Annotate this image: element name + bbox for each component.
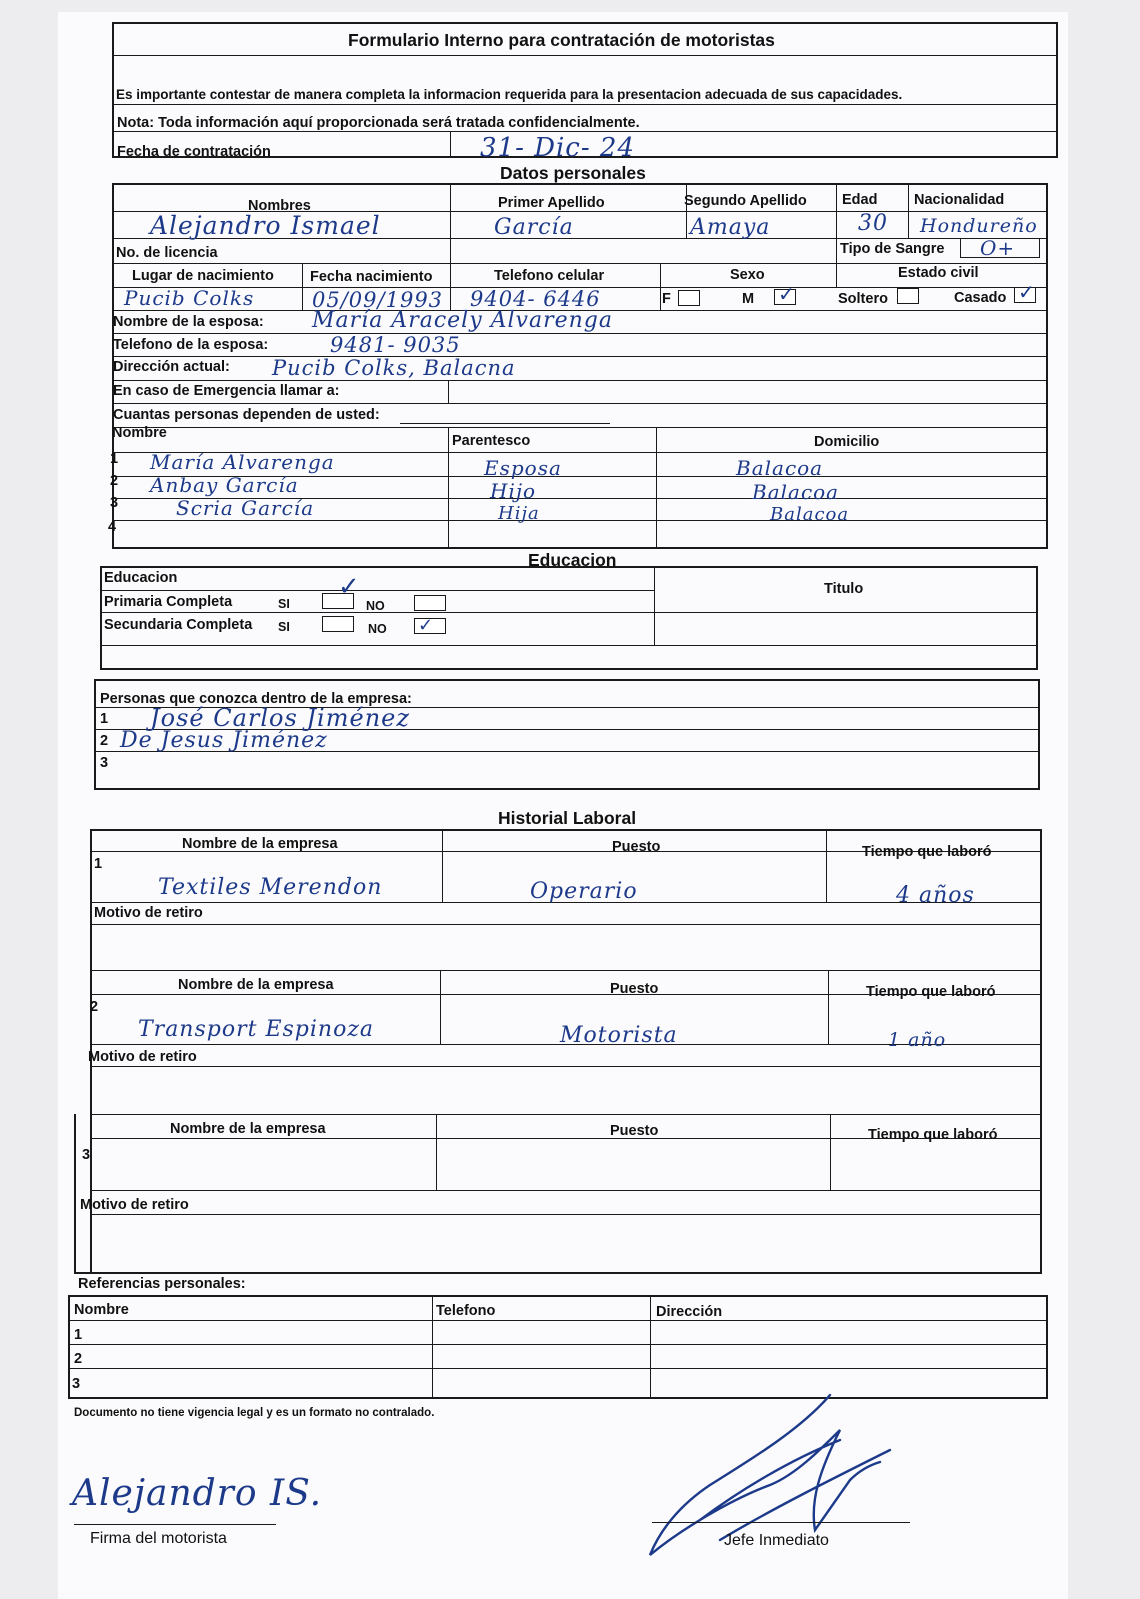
job-tiempo: 1 año xyxy=(888,1029,947,1051)
value-lugar-nacimiento: Pucib Colks xyxy=(124,286,255,310)
job-header-tiempo: Tiempo que laboró xyxy=(866,984,996,1000)
ref-header-nombre: Nombre xyxy=(74,1302,129,1318)
primaria-no-checkbox[interactable] xyxy=(414,595,446,611)
dep-header-parentesco: Parentesco xyxy=(452,433,531,449)
value-nombres: Alejandro Ismael xyxy=(150,211,381,240)
tel-esposa-label: Telefono de la esposa: xyxy=(113,337,269,353)
acq-row-number: 3 xyxy=(100,755,109,771)
sexo-m-check-mark: ✓ xyxy=(778,282,795,306)
motorista-signature-label: Firma del motorista xyxy=(90,1530,227,1547)
education-label: Educacion xyxy=(104,570,178,586)
value-nacionalidad: Hondureño xyxy=(920,215,1038,237)
job-row-number: 2 xyxy=(90,999,99,1015)
dep-nombre: Scria García xyxy=(176,496,315,520)
esposa-label: Nombre de la esposa: xyxy=(113,314,264,330)
primaria-si-label: SI xyxy=(278,597,290,611)
secundaria-label: Secundaria Completa xyxy=(104,617,253,633)
job-header-empresa: Nombre de la empresa xyxy=(170,1121,326,1137)
header-telefono-celular: Telefono celular xyxy=(494,268,605,284)
header-lugar-nacimiento: Lugar de nacimiento xyxy=(132,268,274,284)
dep-row-number: 3 xyxy=(110,495,119,511)
acq-value: De Jesus Jiménez xyxy=(120,728,328,753)
job-header-tiempo: Tiempo que laboró xyxy=(862,844,992,860)
soltero-label: Soltero xyxy=(838,291,888,307)
acq-value: José Carlos Jiménez xyxy=(150,704,410,732)
sexo-f-label: F xyxy=(662,291,671,307)
secundaria-si-checkbox[interactable] xyxy=(322,616,354,632)
ref-row-number: 2 xyxy=(74,1351,83,1367)
header-fecha-nacimiento: Fecha nacimiento xyxy=(310,269,433,285)
dep-nombre: Anbay García xyxy=(150,473,299,497)
secundaria-no-check-mark: ✓ xyxy=(418,615,434,636)
tipo-sangre-label: Tipo de Sangre xyxy=(840,241,945,257)
dep-parentesco: Esposa xyxy=(484,456,562,480)
value-fecha-nacimiento: 05/09/1993 xyxy=(312,288,444,312)
tel-esposa-value: 9481- 9035 xyxy=(330,333,461,357)
dep-nombre: María Alvarenga xyxy=(150,450,335,474)
job-row-number: 3 xyxy=(82,1147,91,1163)
job-row-number: 1 xyxy=(94,856,103,872)
header-sexo: Sexo xyxy=(730,267,765,283)
motivo-retiro-label: Motivo de retiro xyxy=(88,1049,197,1065)
dep-header-domicilio: Domicilio xyxy=(814,434,880,450)
dep-domicilio: Balacoa xyxy=(770,504,850,525)
job-header-empresa: Nombre de la empresa xyxy=(182,836,338,852)
secundaria-si-label: SI xyxy=(278,620,290,634)
sexo-m-label: M xyxy=(742,291,755,307)
ref-row-number: 1 xyxy=(74,1327,83,1343)
header-nombres: Nombres xyxy=(248,198,311,214)
tipo-sangre-value: O+ xyxy=(980,236,1016,260)
dep-domicilio: Balacoa xyxy=(736,456,824,480)
value-segundo-apellido: Amaya xyxy=(690,215,771,240)
header-edad: Edad xyxy=(842,192,878,208)
direccion-value: Pucib Colks, Balacna xyxy=(272,356,516,380)
secundaria-no-label: NO xyxy=(368,622,387,636)
hiring-date-value: 31- Dic- 24 xyxy=(480,133,635,163)
job-header-puesto: Puesto xyxy=(610,1123,659,1139)
ref-header-telefono: Telefono xyxy=(436,1303,496,1319)
references-box xyxy=(68,1295,1048,1399)
header-nacionalidad: Nacionalidad xyxy=(914,192,1005,208)
acq-row-number: 1 xyxy=(100,711,109,727)
soltero-checkbox[interactable] xyxy=(897,288,919,304)
value-edad: 30 xyxy=(858,211,888,236)
value-telefono-celular: 9404- 6446 xyxy=(470,287,601,311)
job-tiempo: 4 años xyxy=(896,883,975,908)
licencia-label: No. de licencia xyxy=(116,245,218,261)
dep-parentesco: Hijo xyxy=(490,479,537,503)
form-title: Formulario Interno para contratación de motoristas xyxy=(348,30,775,50)
dep-parentesco: Hija xyxy=(498,503,540,524)
dep-domicilio: Balacoa xyxy=(752,480,840,504)
disclaimer-text: Documento no tiene vigencia legal y es un formato no contralado. xyxy=(74,1407,435,1419)
personal-section-title: Datos personales xyxy=(500,163,646,183)
job-puesto: Motorista xyxy=(560,1023,678,1048)
job-header-puesto: Puesto xyxy=(612,839,661,855)
motorista-signature: Alejandro IS. xyxy=(72,1473,323,1514)
header-segundo-apellido: Segundo Apellido xyxy=(684,193,807,209)
dep-header-nombre: Nombre xyxy=(112,425,167,441)
job-header-puesto: Puesto xyxy=(610,981,659,997)
casado-check-mark: ✓ xyxy=(1018,280,1035,304)
job-empresa: Textiles Merendon xyxy=(158,875,383,900)
header-estado-civil: Estado civil xyxy=(898,265,979,281)
ref-header-direccion: Dirección xyxy=(656,1304,723,1320)
motivo-retiro-label: Motivo de retiro xyxy=(80,1197,189,1213)
hiring-date-label: Fecha de contratación xyxy=(117,144,271,160)
direccion-label: Dirección actual: xyxy=(113,359,230,375)
dep-row-number: 2 xyxy=(110,473,119,489)
dep-row-number: 4 xyxy=(108,519,117,535)
emergencia-label: En caso de Emergencia llamar a: xyxy=(113,383,340,399)
primaria-no-label: NO xyxy=(366,599,385,613)
job-empresa: Transport Espinoza xyxy=(138,1017,375,1042)
sexo-f-checkbox[interactable] xyxy=(678,290,700,306)
instructions-text: Es importante contestar de manera completa la informacion requerida para la presentacion adecuada de sus capacidades. xyxy=(116,87,903,102)
primaria-si-check-mark: ✓ xyxy=(338,572,360,602)
work-history-section-title: Historial Laboral xyxy=(498,808,637,828)
ref-row-number: 3 xyxy=(72,1376,81,1392)
value-primer-apellido: García xyxy=(494,215,574,240)
acquaintances-label: Personas que conozca dentro de la empresa: xyxy=(100,691,412,707)
header-primer-apellido: Primer Apellido xyxy=(498,195,605,211)
primaria-label: Primaria Completa xyxy=(104,594,233,610)
job-header-tiempo: Tiempo que laboró xyxy=(868,1127,998,1143)
casado-label: Casado xyxy=(954,290,1007,306)
dep-row-number: 1 xyxy=(110,451,119,467)
job-puesto: Operario xyxy=(530,879,638,904)
job-header-empresa: Nombre de la empresa xyxy=(178,977,334,993)
titulo-label: Titulo xyxy=(824,581,864,597)
jefe-signature-label: Jefe Inmediato xyxy=(724,1532,829,1549)
esposa-value: María Aracely Alvarenga xyxy=(312,308,613,333)
education-section-title: Educacion xyxy=(528,550,617,570)
dependientes-label: Cuantas personas dependen de usted: xyxy=(113,407,380,423)
motivo-retiro-label: Motivo de retiro xyxy=(94,905,203,921)
acq-row-number: 2 xyxy=(100,733,109,749)
confidentiality-note: Nota: Toda información aquí proporcionada será tratada confidencialmente. xyxy=(117,115,640,131)
references-label: Referencias personales: xyxy=(78,1276,246,1292)
